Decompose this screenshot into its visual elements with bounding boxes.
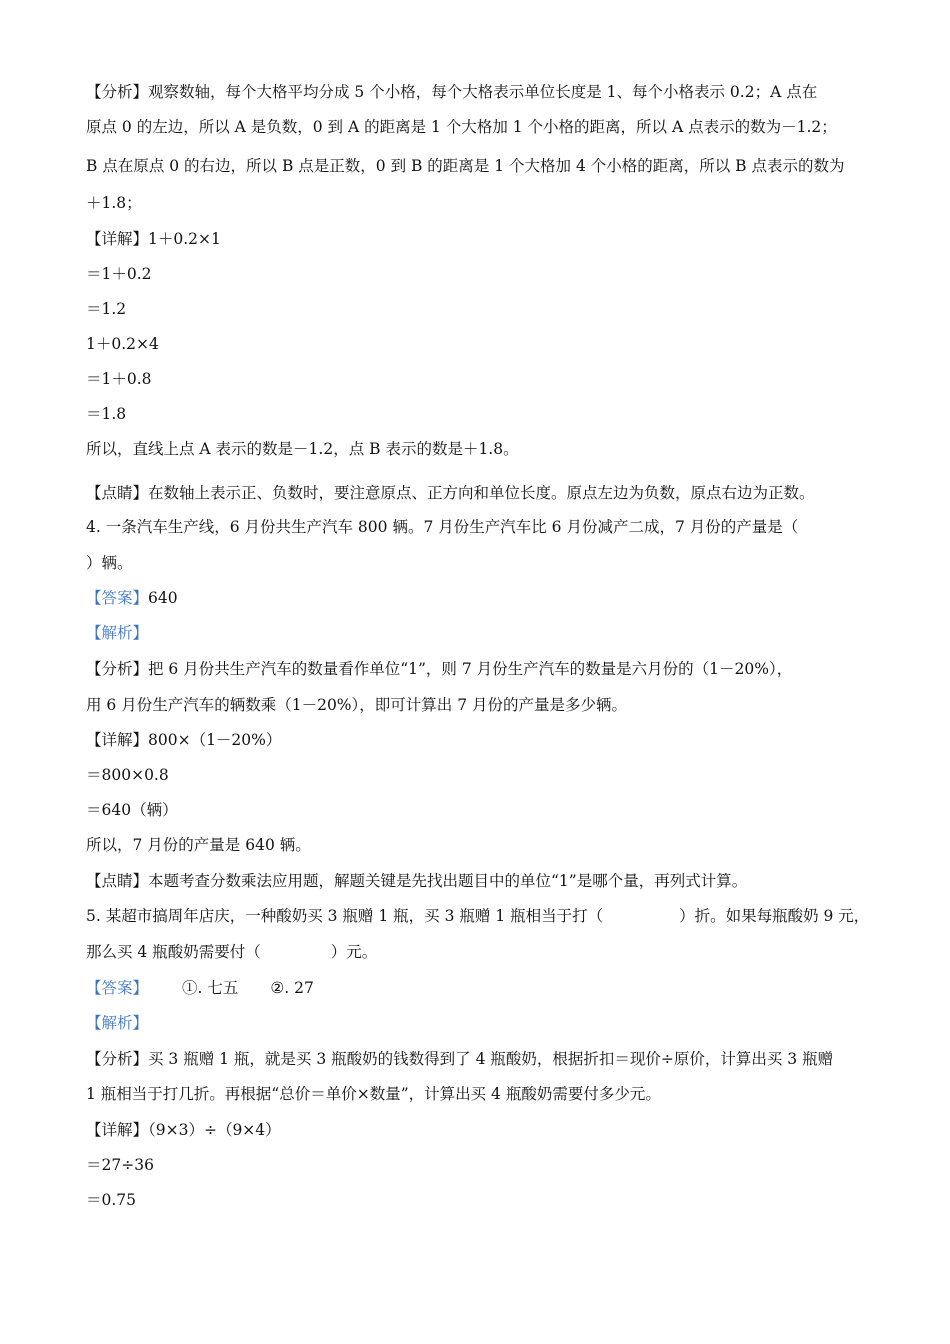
q4-detail-line-3: ＝640（辆） [86, 801, 178, 819]
q3-conclusion: 所以，直线上点 A 表示的数是－1.2，点 B 表示的数是＋1.8。 [86, 440, 519, 458]
q4-analysis-line-1: 【分析】把 6 月份共生产汽车的数量看作单位“1”，则 7 月份生产汽车的数量是六月份的（1－20%）， [86, 660, 793, 678]
q3-analysis-line-4: ＋1.8； [86, 194, 142, 212]
q4-answer-label: 【答案】 [86, 589, 149, 607]
q4-explain-label: 【解析】 [86, 624, 149, 642]
q3-analysis-line-1: 【分析】观察数轴，每个大格平均分成 5 个小格，每个大格表示单位长度是 1、每个小格表示 0.2；A 点在 [86, 83, 818, 101]
q5-answer [86, 977, 876, 999]
q5-answer-label: 【答案】 [86, 979, 149, 997]
q3-detail-line-3: ＝1.2 [86, 300, 127, 318]
q4-answer-value: 640 [148, 589, 178, 607]
q3-detail-line-4: 1＋0.2×4 [86, 335, 159, 353]
q5-detail-line-2: ＝27÷36 [86, 1156, 154, 1174]
q4-comment: 【点睛】本题考查分数乘法应用题，解题关键是先找出题目中的单位“1”是哪个量，再列式计算。 [86, 872, 748, 890]
q5-answer-1: ①. 七五 [182, 979, 239, 997]
q4-analysis-line-2: 用 6 月份生产汽车的辆数乘（1－20%），即可计算出 7 月份的产量是多少辆。 [86, 696, 627, 714]
q4-conclusion: 所以，7 月份的产量是 640 辆。 [86, 836, 311, 854]
q4-detail-line-2: ＝800×0.8 [86, 766, 169, 784]
q5-question-text-d: ）元。 [330, 943, 378, 961]
q5-question-text-a: 5. 某超市搞周年店庆，一种酸奶买 3 瓶赠 1 瓶，买 3 瓶赠 1 瓶相当于打（ [86, 907, 604, 925]
q5-detail-line-1: 【详解】（9×3）÷（9×4） [86, 1121, 281, 1139]
q5-analysis-line-2: 1 瓶相当于打几折。再根据“总价＝单价×数量”，计算出买 4 瓶酸奶需要付多少元。 [86, 1085, 661, 1103]
q5-question-text-c: 那么买 4 瓶酸奶需要付（ [86, 943, 261, 961]
q3-detail-line-5: ＝1＋0.8 [86, 370, 152, 388]
q4-answer [86, 587, 876, 609]
q5-analysis-line-1: 【分析】买 3 瓶赠 1 瓶，就是买 3 瓶酸奶的钱数得到了 4 瓶酸奶，根据折扣＝现价÷原价，计算出买 3 瓶赠 [86, 1050, 834, 1068]
q3-detail-line-2: ＝1＋0.2 [86, 265, 152, 283]
q5-explain-label: 【解析】 [86, 1014, 149, 1032]
q3-comment: 【点睛】在数轴上表示正、负数时，要注意原点、正方向和单位长度。原点左边为负数，原点右边为正数。 [86, 484, 815, 502]
q3-analysis-line-2: 原点 0 的左边，所以 A 是负数，0 到 A 的距离是 1 个大格加 1 个小格的距离，所以 A 点表示的数为－1.2； [86, 118, 837, 136]
q3-detail-line-1: 【详解】1＋0.2×1 [86, 230, 221, 248]
q5-answer-2: ②. 27 [270, 979, 314, 997]
q5-question-text-b: ）折。如果每瓶酸奶 9 元， [679, 907, 870, 925]
q4-question-line-2: ）辆。 [86, 554, 133, 572]
q5-detail-line-3: ＝0.75 [86, 1191, 137, 1209]
q4-detail-line-1: 【详解】800×（1－20%） [86, 731, 282, 749]
q3-analysis-line-3: B 点在原点 0 的右边，所以 B 点是正数，0 到 B 的距离是 1 个大格加 4 个小格的距离，所以 B 点表示的数为 [86, 157, 845, 175]
q5-question-line-1 [86, 905, 876, 927]
q4-question-line-1: 4. 一条汽车生产线，6 月份共生产汽车 800 辆。7 月份生产汽车比 6 月份减产二成，7 月份的产量是（ [86, 518, 799, 536]
q3-detail-line-6: ＝1.8 [86, 405, 127, 423]
q5-question-line-2 [86, 941, 876, 963]
